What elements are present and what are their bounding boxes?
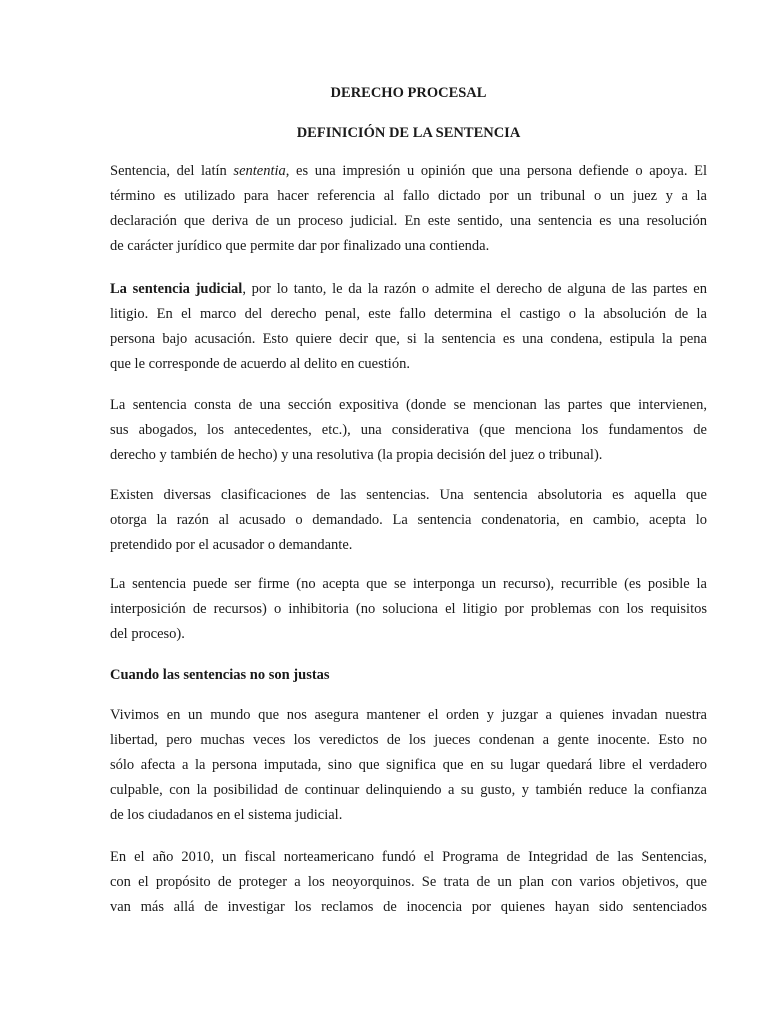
paragraph-line: que le corresponde de acuerdo al delito en cuestión. [110,356,410,372]
text-run: , por lo tanto, le da la razón o admite el derecho de alguna de las partes en [242,281,707,297]
paragraph-line: culpable, con la posibilidad de continuar delinquiendo a su gusto, y también reduce la confianza [110,782,707,798]
section-heading: Cuando las sentencias no son justas [110,667,330,683]
bold-term: La sentencia judicial [110,281,243,297]
document-title: DERECHO PROCESAL [330,85,487,101]
paragraph-line: La sentencia consta de una sección expositiva (donde se mencionan las partes que intervienen, [110,397,707,413]
paragraph-line: derecho y también de hecho) y una resolutiva (la propia decisión del juez o tribunal). [110,447,603,463]
paragraph-line: de los ciudadanos en el sistema judicial. [110,807,343,823]
paragraph-1 [110,159,707,259]
paragraph-line: litigio. En el marco del derecho penal, este fallo determina el castigo o la absolución de la [110,306,707,322]
italic-term: sententia [233,163,286,179]
paragraph-line [110,277,707,302]
paragraph-line: libertad, pero muchas veces los veredictos de los jueces condenan a gente inocente. Esto no [110,732,707,748]
paragraph-line: con el propósito de proteger a los neoyorquinos. Se trata de un plan con varios objetivos, que [110,874,707,890]
paragraph-line: término es utilizado para hacer referencia al fallo dictado por un tribunal o un juez y a la [110,188,707,204]
paragraph-4 [110,483,707,558]
paragraph-line: pretendido por el acusador o demandante. [110,537,353,553]
paragraph-5 [110,572,707,647]
paragraph-line: persona bajo acusación. Esto quiere decir que, si la sentencia es una condena, estipula la pena [110,331,707,347]
document-subtitle: DEFINICIÓN DE LA SENTENCIA [296,125,521,141]
paragraph-line: otorga la razón al acusado o demandado. La sentencia condenatoria, en cambio, acepta lo [110,512,707,528]
paragraph-7 [110,845,707,920]
paragraph-line: interposición de recursos) o inhibitoria (no soluciona el litigio por problemas con los requisitos [110,601,707,617]
paragraph-line: Existen diversas clasificaciones de las sentencias. Una sentencia absolutoria es aquella que [110,487,707,503]
text-run: , es una impresión u opinión que una persona defiende o apoya. El [285,163,707,179]
paragraph-line [110,159,707,184]
paragraph-3 [110,393,707,468]
text-run: Sentencia, del latín [110,163,234,179]
paragraph-line: Vivimos en un mundo que nos asegura mantener el orden y juzgar a quienes invadan nuestra [110,707,707,723]
paragraph-line: sus abogados, los antecedentes, etc.), una considerativa (que menciona los fundamentos de [110,422,707,438]
paragraph-2 [110,277,707,377]
paragraph-line: van más allá de investigar los reclamos de inocencia por quienes hayan sido sentenciados [110,899,707,915]
paragraph-line: En el año 2010, un fiscal norteamericano fundó el Programa de Integridad de las Sentencias, [110,849,707,865]
paragraph-line: La sentencia puede ser firme (no acepta que se interponga un recurso), recurrible (es posible la [110,576,707,592]
paragraph-line: declaración que deriva de un proceso judicial. En este sentido, una sentencia es una resolución [110,213,707,229]
paragraph-line: del proceso). [110,626,185,642]
paragraph-6 [110,703,707,828]
paragraph-line: sólo afecta a la persona imputada, sino que significa que en su lugar quedará libre el verdadero [110,757,707,773]
paragraph-line: de carácter jurídico que permite dar por finalizado una contienda. [110,238,490,254]
